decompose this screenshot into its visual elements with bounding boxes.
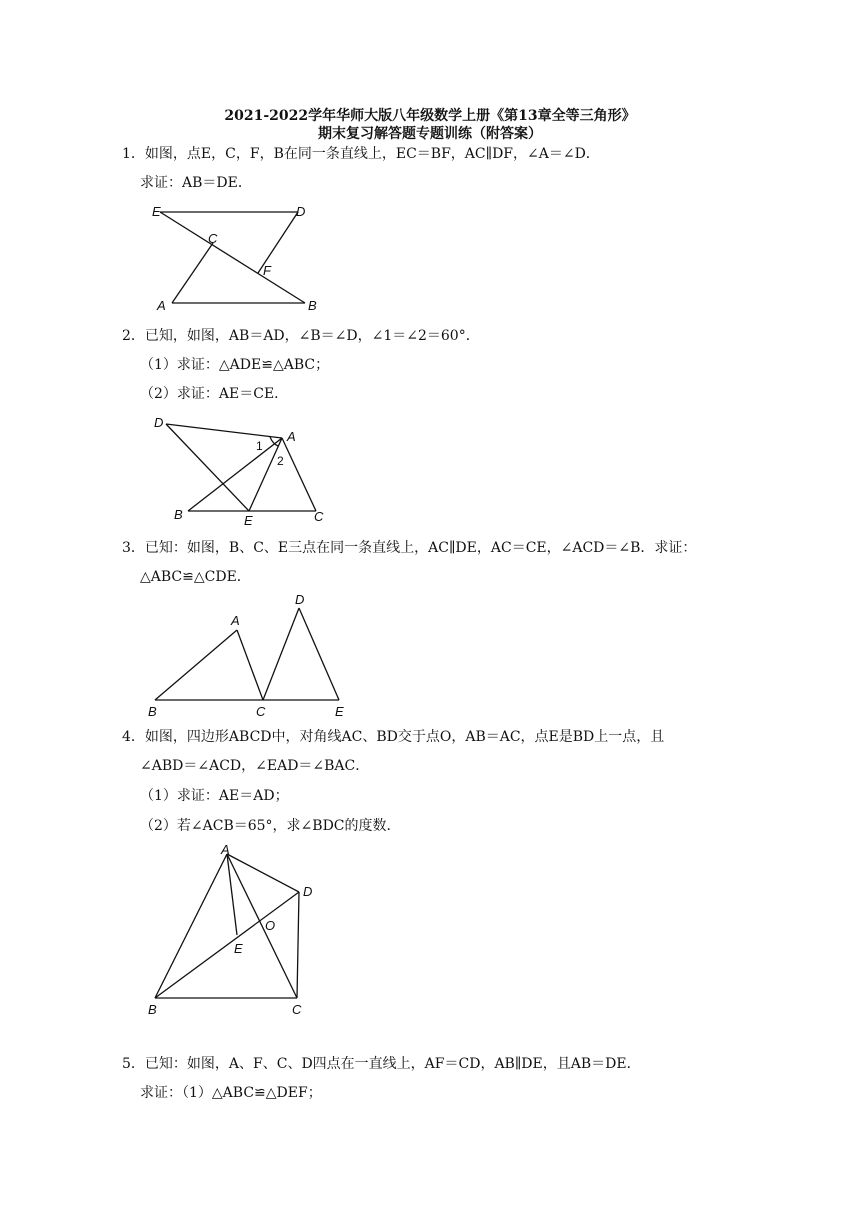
problem-2-part-1: （1）求证：△ADE≌△ABC； xyxy=(140,357,330,373)
problem-number: 3． xyxy=(122,540,145,556)
problem-1-stem: 1．如图，点E，C，F，B在同一条直线上，EC＝BF，AC∥DF，∠A＝∠D． xyxy=(122,146,600,162)
point-label: D xyxy=(296,204,306,219)
point-label: A xyxy=(231,613,240,628)
problem-number: 2． xyxy=(122,328,145,344)
point-label: E xyxy=(244,513,253,528)
point-label: C xyxy=(292,1002,302,1017)
problem-number: 1． xyxy=(122,146,145,162)
point-label: A xyxy=(287,429,296,444)
point-label: C xyxy=(314,509,324,524)
problem-3-stem: 3．已知：如图，B、C、E三点在同一条直线上，AC∥DE，AC＝CE，∠ACD＝∠B．求证： xyxy=(122,540,697,556)
problem-4-stem-cont: ∠ABD＝∠ACD，∠EAD＝∠BAC． xyxy=(140,758,370,774)
point-label: A xyxy=(157,298,166,313)
problem-4-figure xyxy=(145,838,325,1023)
point-label: B xyxy=(148,704,157,719)
angle-label: 1 xyxy=(256,439,263,453)
document-title-line1: 2021-2022学年华师大版八年级数学上册《第13章全等三角形》 xyxy=(224,108,636,124)
problem-2-part-2: （2）求证：AE＝CE． xyxy=(140,386,289,402)
problem-number: 5． xyxy=(122,1056,145,1072)
problem-4-part-1: （1）求证：AE＝AD； xyxy=(140,788,289,804)
point-label: E xyxy=(152,204,161,219)
point-label: A xyxy=(221,842,230,857)
document-title-line2: 期末复习解答题专题训练（附答案） xyxy=(318,126,542,142)
angle-label: 2 xyxy=(277,454,284,468)
problem-5-stem: 5．已知：如图，A、F、C、D四点在一直线上，AF＝CD，AB∥DE，且AB＝DE． xyxy=(122,1056,641,1072)
point-label: O xyxy=(265,918,276,933)
point-label: C xyxy=(208,231,218,246)
point-label: D xyxy=(303,884,313,899)
problem-1-prove: 求证：AB＝DE． xyxy=(140,175,252,191)
point-label: E xyxy=(335,704,344,719)
problem-3-figure xyxy=(145,592,360,720)
problem-2-figure xyxy=(150,410,340,530)
point-label: D xyxy=(295,592,305,607)
point-label: B xyxy=(308,298,317,313)
problem-4-part-2: （2）若∠ACB＝65°，求∠BDC的度数． xyxy=(140,818,401,834)
point-label: B xyxy=(174,507,183,522)
point-label: C xyxy=(256,704,266,719)
problem-5-prove: 求证：（1）△ABC≌△DEF； xyxy=(140,1085,322,1101)
point-label: E xyxy=(234,941,243,956)
problem-4-stem: 4．如图，四边形ABCD中，对角线AC、BD交于点O，AB＝AC，点E是BD上一点，且 xyxy=(122,729,665,745)
point-label: B xyxy=(148,1002,157,1017)
problem-3-stem-cont: △ABC≌△CDE． xyxy=(140,569,251,585)
point-label: D xyxy=(154,415,164,430)
point-label: F xyxy=(263,263,271,278)
problem-number: 4． xyxy=(122,729,145,745)
problem-1-figure xyxy=(150,200,330,315)
problem-2-stem: 2．已知，如图，AB＝AD，∠B＝∠D，∠1＝∠2＝60°． xyxy=(122,328,480,344)
